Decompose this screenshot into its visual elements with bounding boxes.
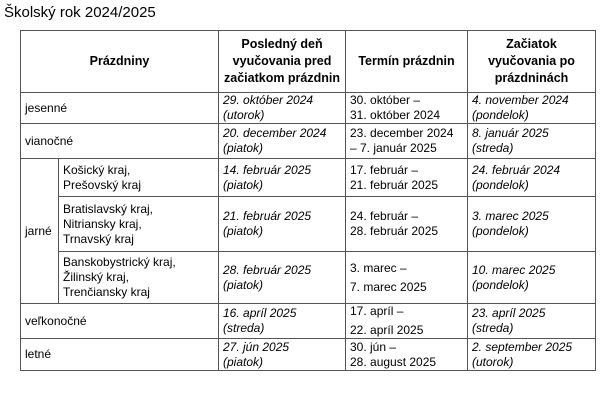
start-cell	[468, 339, 596, 371]
cell-line: 16. apríl 2025	[223, 306, 297, 320]
region-cell	[59, 159, 219, 197]
cell-line: 24. február 2024	[472, 162, 561, 177]
term-cell	[346, 339, 468, 371]
holiday-name: jesenné	[21, 93, 219, 124]
term-cell	[346, 304, 468, 339]
header-row	[21, 31, 596, 93]
term-cell	[346, 159, 468, 197]
region-line: Banskobystrický kraj,	[63, 255, 176, 269]
last-day-cell	[219, 197, 346, 252]
last-day-cell	[219, 159, 346, 197]
start-cell	[468, 197, 596, 252]
cell-line: 4. november 2024	[472, 93, 569, 107]
cell-line: 7. marec 2025	[350, 279, 427, 294]
table-row-jarne-2	[21, 197, 596, 252]
cell-line: 3. marec 2025	[472, 209, 549, 223]
cell-line: (streda)	[472, 141, 514, 155]
term-cell	[346, 252, 468, 304]
region-line: Košický kraj,	[63, 162, 131, 177]
term-cell	[346, 93, 468, 124]
cell-line: (piatok)	[223, 177, 264, 192]
cell-line: 14. február 2025	[223, 162, 312, 177]
cell-line: 24. február –	[350, 209, 419, 223]
cell-line: 8. január 2025	[472, 126, 549, 140]
cell-line: (piatok)	[223, 277, 264, 292]
cell-line: 21. február 2025	[223, 209, 312, 223]
cell-line: 10. marec 2025	[472, 262, 556, 277]
holiday-name: vianočné	[21, 124, 219, 159]
cell-line: 2. september 2025	[472, 339, 573, 354]
cell-line: 17. apríl –	[350, 304, 404, 318]
cell-line: (utorok)	[223, 108, 265, 122]
header-start-line: Začiatok	[506, 37, 557, 51]
cell-line: (pondelok)	[472, 224, 529, 238]
region-line: Trnavský kraj	[63, 231, 134, 246]
region-line: Trenčiansky kraj	[63, 285, 150, 299]
holiday-name: letné	[21, 339, 219, 371]
holiday-name: veľkonočné	[21, 304, 219, 339]
cell-line: (pondelok)	[472, 177, 529, 192]
start-cell	[468, 159, 596, 197]
start-cell	[468, 252, 596, 304]
header-start-line: prázdninách	[494, 71, 569, 85]
page-title: Školský rok 2024/2025	[4, 4, 156, 21]
last-day-cell	[219, 93, 346, 124]
start-cell	[468, 93, 596, 124]
cell-line: 28. február 2025	[223, 262, 312, 277]
header-last-day-line: Posledný deň	[241, 37, 323, 51]
last-day-cell	[219, 304, 346, 339]
cell-line: (utorok)	[472, 354, 514, 369]
region-cell	[59, 197, 219, 252]
header-term: Termín prázdnin	[346, 31, 468, 93]
table-row-jarne-1	[21, 159, 596, 197]
cell-line: (piatok)	[223, 354, 264, 369]
cell-line: (streda)	[472, 321, 514, 335]
holiday-name: jarné	[21, 159, 59, 304]
cell-line: (piatok)	[223, 141, 264, 155]
cell-line: 30. október –	[350, 93, 421, 107]
cell-line: (piatok)	[223, 224, 264, 238]
cell-line: 31. október 2024	[350, 108, 441, 122]
term-cell	[346, 124, 468, 159]
last-day-cell	[219, 252, 346, 304]
cell-line: – 7. január 2025	[350, 141, 437, 155]
start-cell	[468, 304, 596, 339]
header-start-line: vyučovania po	[488, 54, 575, 68]
header-prazdniny: Prázdniny	[21, 31, 219, 93]
cell-line: (pondelok)	[472, 108, 529, 122]
header-start	[468, 31, 596, 93]
cell-line: 23. apríl 2025	[472, 306, 546, 320]
table-row-jarne-3	[21, 252, 596, 304]
region-cell	[59, 252, 219, 304]
cell-line: 17. február –	[350, 162, 419, 177]
cell-line: 27. jún 2025	[223, 339, 290, 354]
term-cell	[346, 197, 468, 252]
region-line: Bratislavský kraj,	[63, 201, 154, 216]
table-row-jesenne	[21, 93, 596, 124]
school-holidays-table	[20, 30, 596, 371]
region-line: Prešovský kraj	[63, 177, 142, 192]
cell-line: 21. február 2025	[350, 177, 439, 192]
cell-line: 20. december 2024	[223, 126, 327, 140]
header-last-day-line: vyučovania pred	[232, 54, 332, 68]
cell-line: 3. marec –	[350, 260, 407, 275]
header-last-day-line: začiatkom prázdnin	[224, 71, 340, 85]
last-day-cell	[219, 339, 346, 371]
cell-line: 30. jún –	[350, 339, 397, 354]
start-cell	[468, 124, 596, 159]
region-line: Žilinský kraj,	[63, 270, 130, 284]
table-row-vianocne	[21, 124, 596, 159]
table-row-velkonocne	[21, 304, 596, 339]
cell-line: 29. október 2024	[223, 93, 314, 107]
cell-line: 23. december 2024	[350, 126, 454, 140]
cell-line: (pondelok)	[472, 277, 529, 292]
cell-line: 28. august 2025	[350, 354, 437, 369]
last-day-cell	[219, 124, 346, 159]
cell-line: 22. apríl 2025	[350, 323, 424, 337]
cell-line: (streda)	[223, 321, 265, 335]
header-last-day	[219, 31, 346, 93]
table-row-letne	[21, 339, 596, 371]
region-line: Nitriansky kraj,	[63, 216, 142, 231]
cell-line: 28. február 2025	[350, 224, 439, 238]
